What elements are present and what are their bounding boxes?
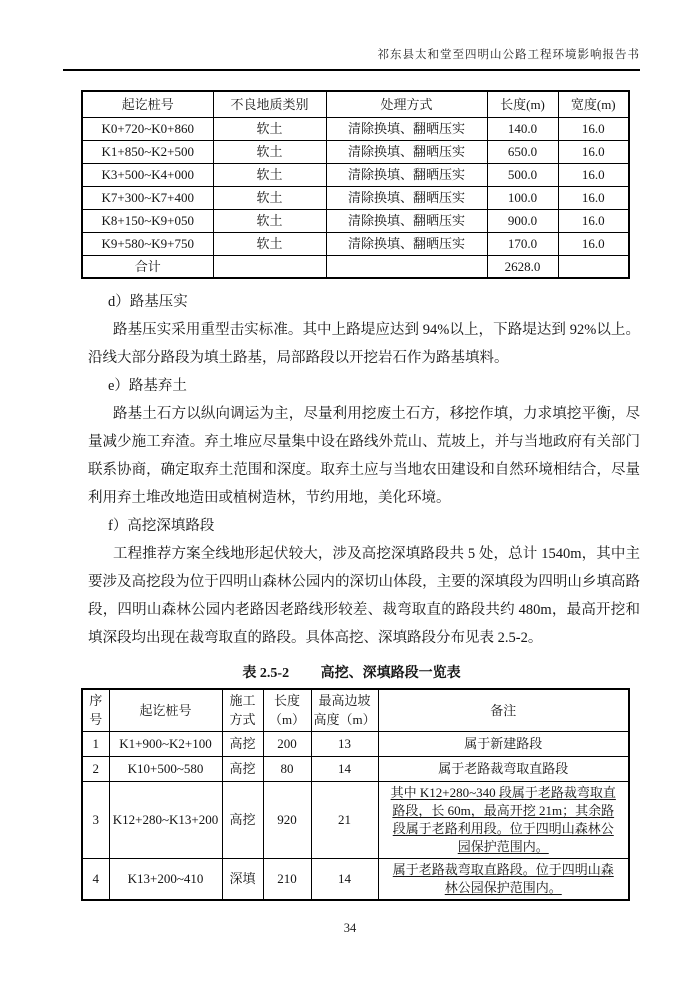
running-header [63,46,640,71]
section-e-paragraph: 路基土石方以纵向调运为主，尽量利用挖废土石方，移挖作填，力求填挖平衡，尽量减少施工弃渣。弃土堆应尽量集中设在路线外荒山、荒坡上，并与当地政府有关部门联系协商，确定取弃土范围和深度。取弃土应与当地农田建设和自然环境相结合，尽量利用弃土堆改地造田或植树造林，节约用地，美化环境。 [88,406,640,506]
section-d-heading: d）路基压实 [108,294,188,310]
body-text [63,288,640,652]
table-cell: K12+280~K13+200 [109,781,222,858]
table-cell [213,255,326,278]
column-header: 不良地质类别 [213,91,326,117]
section-f [63,512,640,652]
table-cell: 清除换填、翻晒压实 [326,232,487,255]
table-cell: 清除换填、翻晒压实 [326,163,487,186]
table-row [82,255,629,278]
table-cell: 其中 K12+280~340 段属于老路裁弯取直路段，长 60m，最高开挖 21m；其余路段属于老路利用段。位于四明山森林公园保护范围内。 [378,781,629,858]
table-cell: K8+150~K9+050 [82,209,213,232]
table-cell: K1+900~K2+100 [109,731,222,756]
column-header: 备注 [378,689,629,731]
table-cell: 软土 [213,232,326,255]
table-cell: 920 [263,781,311,858]
column-header: 长度(m) [487,91,558,117]
column-header: 长度（m） [263,689,311,731]
table-cell: 21 [311,781,378,858]
table-cell: 16.0 [558,163,629,186]
table-cell: K0+720~K0+860 [82,117,213,140]
table-row [82,209,629,232]
table-cell [558,255,629,278]
table-cell: K10+500~580 [109,756,222,781]
section-e-heading: e）路基弃土 [108,378,187,394]
table-cell: 16.0 [558,232,629,255]
table-cell: 软土 [213,140,326,163]
table-cell: 清除换填、翻晒压实 [326,140,487,163]
table-cell: K3+500~K4+000 [82,163,213,186]
table-cell: 2628.0 [487,255,558,278]
column-header: 起讫桩号 [82,91,213,117]
table-cell: 1 [82,731,109,756]
section-f-paragraph: 工程推荐方案全线地形起伏较大，涉及高挖深填路段共 5 处，总计 1540m，其中主要涉及高挖段为位于四明山森林公园内的深切山体段，主要的深填段为四明山乡填高路段，四明山森林公园内老路因老路线形较差、裁弯取直的路段共约 480m，最高开挖和填深段均出现在裁弯取直的路段。具体高挖、深填路段分布见表 2.5-2。 [88,546,640,646]
table-row [82,756,629,781]
table-cell: 210 [263,858,311,900]
table-row [82,186,629,209]
table-row [82,232,629,255]
table-cell: 高挖 [222,781,263,858]
table-cell: 高挖 [222,731,263,756]
section-f-heading: f）高挖深填路段 [108,518,215,534]
table-cell: 4 [82,858,109,900]
table-cell: 清除换填、翻晒压实 [326,209,487,232]
soft-soil-treatment-table [81,90,630,279]
column-header: 起讫桩号 [109,689,222,731]
table-cell: K1+850~K2+500 [82,140,213,163]
section-d-paragraph: 路基压实采用重型击实标准。其中上路堤应达到 94%以上，下路堤达到 92%以上。沿线大部分路段为填土路基，局部路段以开挖岩石作为路基填料。 [88,322,640,366]
table-caption-label: 表 2.5-2 [242,666,290,681]
column-header: 处理方式 [326,91,487,117]
table-cell: 属于老路裁弯取直路段 [378,756,629,781]
table-cell: 深填 [222,858,263,900]
table-row [82,163,629,186]
table-cell: K9+580~K9+750 [82,232,213,255]
table-row [82,117,629,140]
table-cell: 170.0 [487,232,558,255]
table-cell [326,255,487,278]
running-header-title: 祁东县太和堂至四明山公路工程环境影响报告书 [377,49,640,61]
table-header-row [82,91,629,117]
table-row [82,731,629,756]
table-cell: 13 [311,731,378,756]
page-number: 34 [343,921,357,935]
table-cell: K13+200~410 [109,858,222,900]
table-cell: 属于老路裁弯取直路段。位于四明山森林公园保护范围内。 [378,858,629,900]
table-cell: 清除换填、翻晒压实 [326,117,487,140]
table-cell: 合计 [82,255,213,278]
table-cell: 3 [82,781,109,858]
table-cell: 高挖 [222,756,263,781]
table-cell: 16.0 [558,140,629,163]
table-cell: 14 [311,858,378,900]
table-cell: 200 [263,731,311,756]
table-row [82,858,629,900]
table-row [82,781,629,858]
table-cell: 100.0 [487,186,558,209]
column-header: 序号 [82,689,109,731]
section-d [63,288,640,372]
table-cell: 16.0 [558,186,629,209]
table-cell: 软土 [213,186,326,209]
table-cell: 软土 [213,163,326,186]
table-cell: 清除换填、翻晒压实 [326,186,487,209]
high-cut-deep-fill-table [81,688,630,901]
table-cell: K7+300~K7+400 [82,186,213,209]
column-header: 最高边坡高度（m） [311,689,378,731]
table-cell: 900.0 [487,209,558,232]
table-cell: 16.0 [558,117,629,140]
table-cell: 软土 [213,209,326,232]
section-e [63,372,640,512]
column-header: 施工方式 [222,689,263,731]
table-cell: 500.0 [487,163,558,186]
table-caption-title: 高挖、深填路段一览表 [320,666,461,681]
column-header: 宽度(m) [558,91,629,117]
table-cell: 80 [263,756,311,781]
table-cell: 650.0 [487,140,558,163]
table-row [82,140,629,163]
table-2-5-2-caption [63,662,640,682]
table-header-row [82,689,629,731]
table-cell: 14 [311,756,378,781]
table-cell: 16.0 [558,209,629,232]
table-cell: 2 [82,756,109,781]
table-cell: 属于新建路段 [378,731,629,756]
table-cell: 软土 [213,117,326,140]
table-cell: 140.0 [487,117,558,140]
